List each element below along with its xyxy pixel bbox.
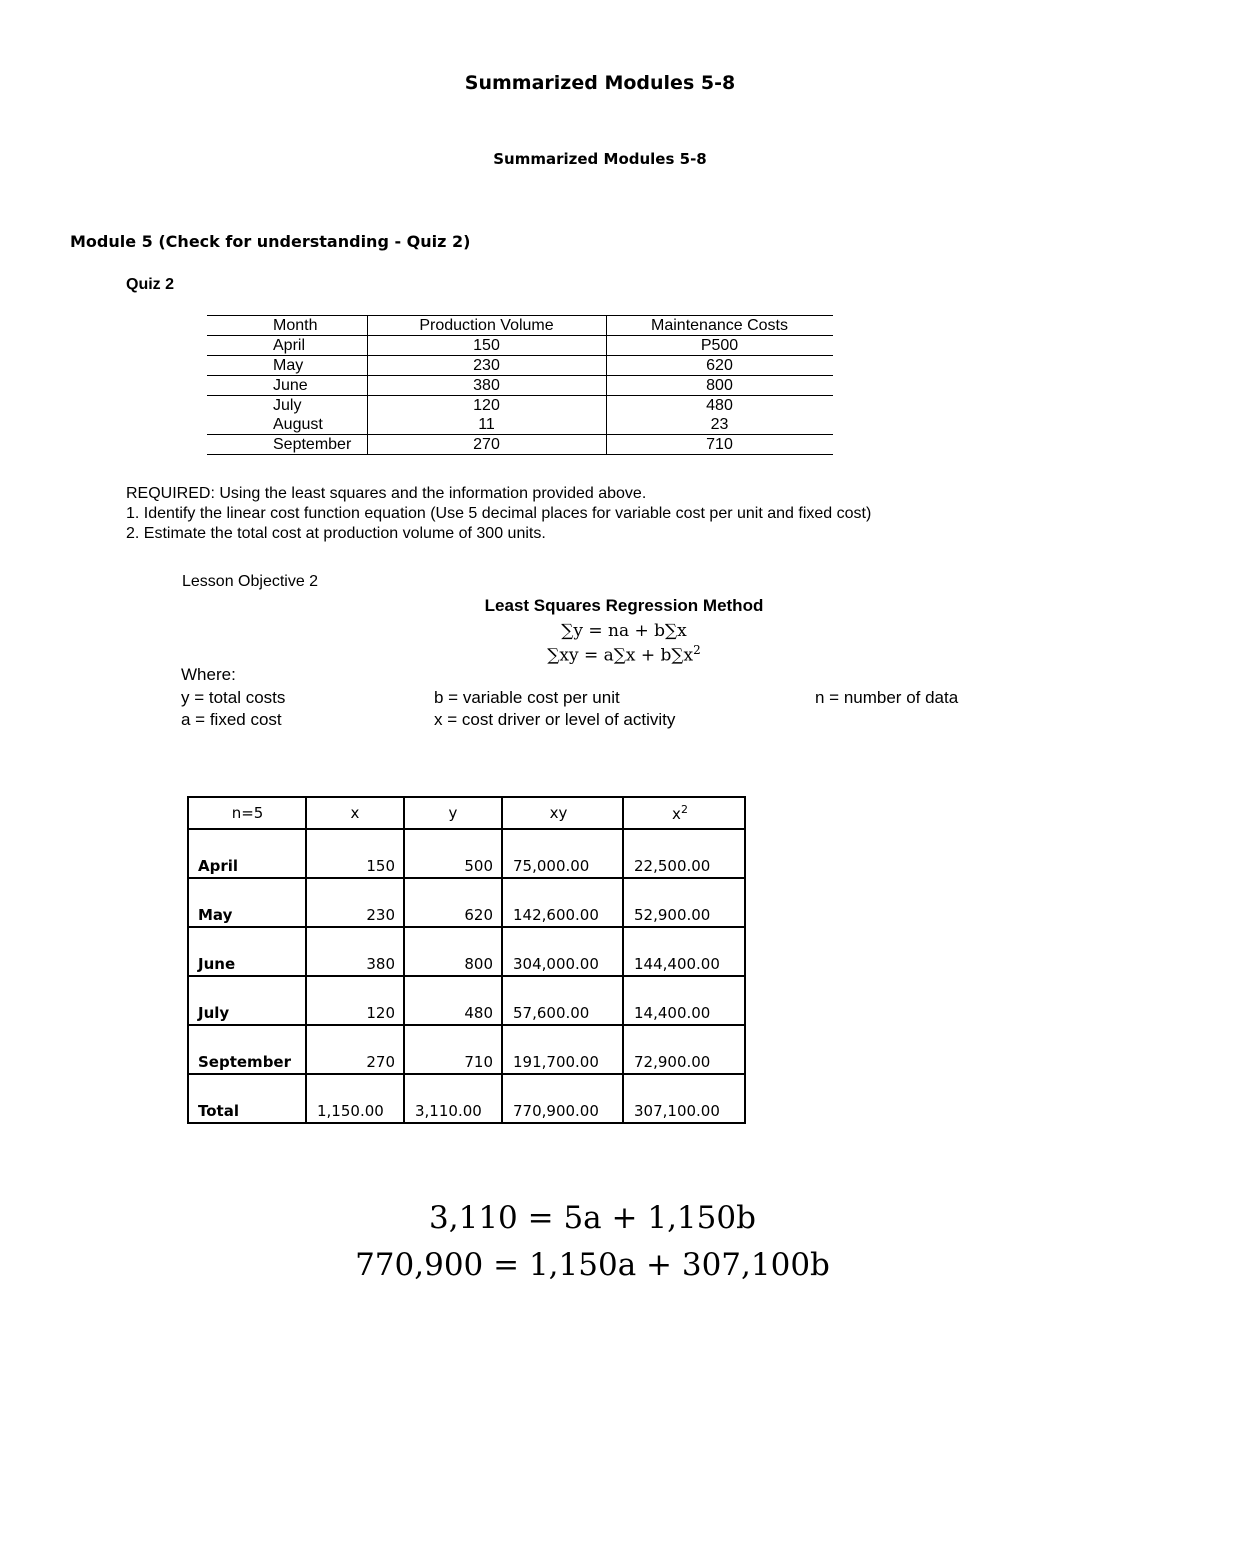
quiz-cell-cost: P500	[606, 336, 833, 356]
cell-y: 480	[404, 976, 502, 1025]
cell-y: 710	[404, 1025, 502, 1074]
quiz-cell-cost: 710	[606, 435, 833, 455]
quiz-cell-month: September	[207, 435, 367, 455]
document-subtitle: Summarized Modules 5-8	[493, 150, 707, 168]
cell-x: 150	[306, 829, 404, 878]
cell-x: 380	[306, 927, 404, 976]
cell-total-xy: 770,900.00	[502, 1074, 623, 1123]
table-row	[207, 396, 833, 416]
computation-header-row	[188, 797, 745, 829]
formula-sum-xy	[0, 643, 1248, 666]
cell-xy: 57,600.00	[502, 976, 623, 1025]
cell-xy: 191,700.00	[502, 1025, 623, 1074]
cell-y: 800	[404, 927, 502, 976]
quiz-cell-volume: 230	[367, 356, 606, 376]
header-n: n=5	[188, 797, 306, 829]
definition-b: b = variable cost per unit	[434, 688, 620, 707]
header-xy: xy	[502, 797, 623, 829]
quiz-cell-month: August	[207, 415, 367, 435]
quiz-cell-month: April	[207, 336, 367, 356]
cell-total-x-squared: 307,100.00	[623, 1074, 745, 1123]
cell-xy: 142,600.00	[502, 878, 623, 927]
table-row	[188, 976, 745, 1025]
quiz-cell-volume: 270	[367, 435, 606, 455]
cell-y: 500	[404, 829, 502, 878]
required-item-2: 2. Estimate the total cost at production volume of 300 units.	[126, 525, 546, 542]
cell-x-squared: 72,900.00	[623, 1025, 745, 1074]
equation-2: 770,900 = 1,150a + 307,100b	[355, 1247, 830, 1283]
quiz-header-month: Month	[207, 316, 367, 336]
least-squares-title: Least Squares Regression Method	[484, 596, 764, 615]
quiz-cell-cost: 23	[606, 415, 833, 435]
table-row	[188, 1025, 745, 1074]
header-x: x	[306, 797, 404, 829]
clipped-heading	[182, 573, 360, 592]
required-item-1: 1. Identify the linear cost function equation (Use 5 decimal places for variable cost per unit and fixed cost)	[126, 505, 872, 522]
formula-sum-y: ∑y = na + b∑x	[561, 621, 687, 641]
module-heading: Module 5 (Check for understanding - Quiz 2)	[70, 232, 471, 251]
quiz-label: Quiz 2	[126, 276, 175, 293]
quiz-cell-volume: 11	[367, 415, 606, 435]
cell-x-squared: 22,500.00	[623, 829, 745, 878]
cell-total-label: Total	[188, 1074, 306, 1123]
quiz-header-volume: Production Volume	[367, 316, 606, 336]
quiz-cell-volume: 120	[367, 396, 606, 416]
header-x-squared-base: x	[672, 805, 681, 823]
computation-table	[187, 796, 746, 1124]
quiz-cell-month: May	[207, 356, 367, 376]
cell-x: 230	[306, 878, 404, 927]
quiz-table-header-row	[207, 316, 833, 336]
table-row	[207, 435, 833, 455]
cell-x: 120	[306, 976, 404, 1025]
quiz-cell-volume: 380	[367, 376, 606, 396]
header-x-squared	[623, 797, 745, 829]
definition-x: x = cost driver or level of activity	[434, 710, 676, 729]
cell-y: 620	[404, 878, 502, 927]
cell-total-x: 1,150.00	[306, 1074, 404, 1123]
clipped-heading-text: Lesson Objective 2	[182, 573, 319, 590]
cell-x-squared: 52,900.00	[623, 878, 745, 927]
formula-sum-xy-exponent: 2	[693, 643, 701, 657]
cell-xy: 304,000.00	[502, 927, 623, 976]
required-intro: REQUIRED: Using the least squares and the information provided above.	[126, 485, 647, 502]
quiz-cell-cost: 620	[606, 356, 833, 376]
header-y: y	[404, 797, 502, 829]
cell-x-squared: 14,400.00	[623, 976, 745, 1025]
table-row	[188, 927, 745, 976]
cell-x-squared: 144,400.00	[623, 927, 745, 976]
quiz-cell-month: July	[207, 396, 367, 416]
quiz-cell-cost: 480	[706, 397, 733, 414]
cell-month: June	[188, 927, 306, 976]
table-row	[207, 415, 833, 435]
quiz-cell-cost: 800	[606, 376, 833, 396]
table-row	[207, 356, 833, 376]
definition-a: a = fixed cost	[181, 710, 282, 729]
cell-x: 270	[306, 1025, 404, 1074]
equation-1: 3,110 = 5a + 1,150b	[429, 1200, 756, 1236]
cell-month: July	[188, 976, 306, 1025]
table-row	[188, 878, 745, 927]
where-label: Where:	[181, 665, 236, 684]
formula-sum-xy-main: ∑xy = a∑x + b∑x	[547, 645, 694, 666]
table-row	[188, 829, 745, 878]
document-title: Summarized Modules 5-8	[464, 72, 736, 94]
required-instructions	[126, 484, 946, 544]
quiz-data-table	[207, 315, 833, 455]
cell-month: April	[188, 829, 306, 878]
cell-total-y: 3,110.00	[404, 1074, 502, 1123]
table-row	[207, 336, 833, 356]
total-row	[188, 1074, 745, 1123]
cell-xy: 75,000.00	[502, 829, 623, 878]
table-row	[207, 376, 833, 396]
cell-month: September	[188, 1025, 306, 1074]
quiz-header-costs: Maintenance Costs	[606, 316, 833, 336]
definition-n: n = number of data	[815, 688, 959, 707]
header-x-squared-exponent: 2	[680, 803, 688, 816]
cell-month: May	[188, 878, 306, 927]
quiz-cell-volume: 150	[367, 336, 606, 356]
definition-y: y = total costs	[181, 688, 286, 707]
quiz-cell-month: June	[207, 376, 367, 396]
